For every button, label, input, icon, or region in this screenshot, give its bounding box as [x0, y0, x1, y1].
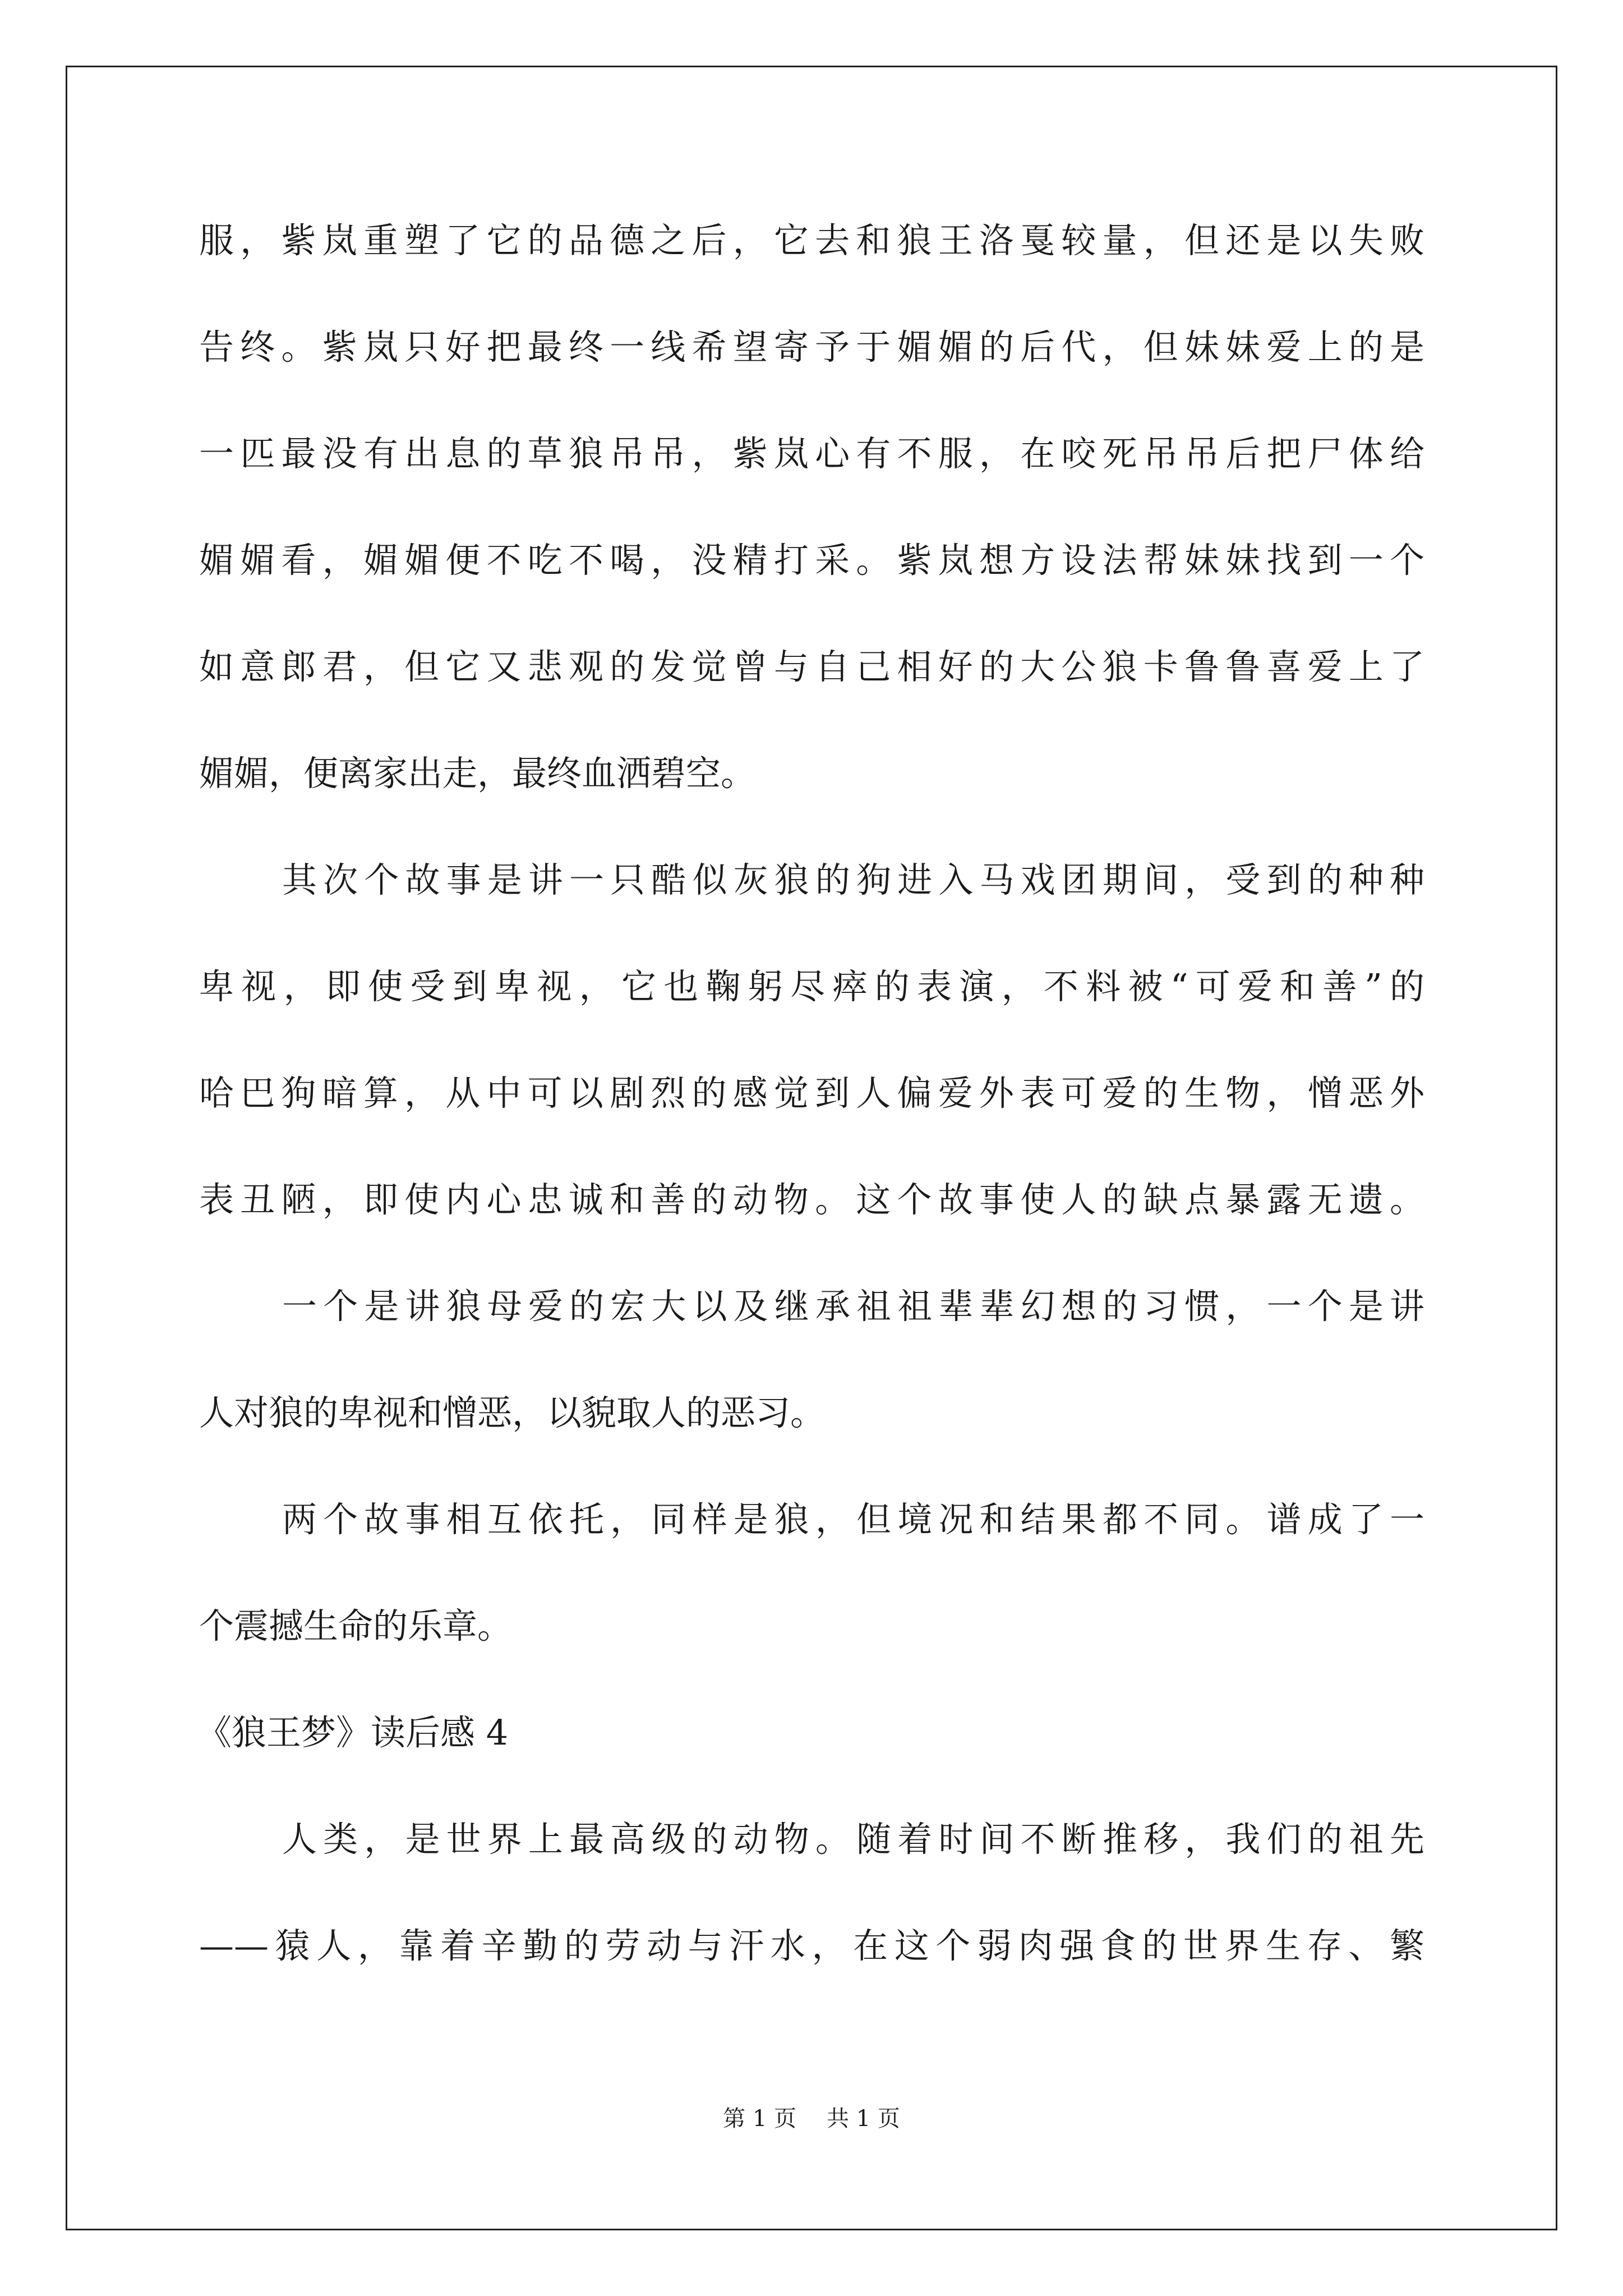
- text-line: 哈巴狗暗算，从中可以剧烈的感觉到人偏爱外表可爱的生物，憎恶外: [199, 1073, 1424, 1114]
- page-number: 第 1 页: [723, 2106, 796, 2132]
- text-line: 卑视，即使受到卑视，它也鞠躬尽瘁的表演，不料被“可爱和善”的: [199, 966, 1424, 1007]
- text-line: 人对狼的卑视和憎恶，以貌取人的恶习。: [199, 1392, 826, 1433]
- text-line: 服，紫岚重塑了它的品德之后，它去和狼王洛戛较量，但还是以失败: [199, 220, 1424, 261]
- paragraph-start: 人类，是世界上最高级的动物。随着时间不断推移，我们的祖先: [282, 1819, 1424, 1860]
- text-line: 媚媚，便离家出走，最终血洒碧空。: [199, 753, 756, 794]
- paragraph-start: 一个是讲狼母爱的宏大以及继承祖祖辈辈幻想的习惯，一个是讲: [282, 1286, 1424, 1327]
- text-line: 一匹最没有出息的草狼吊吊，紫岚心有不服，在咬死吊吊后把尸体给: [199, 433, 1424, 474]
- text-line: 告终。紫岚只好把最终一线希望寄予于媚媚的后代，但妹妹爱上的是: [199, 326, 1424, 367]
- page-footer: [0, 2105, 1623, 2132]
- section-heading: 《狼王梦》读后感 4: [197, 1712, 509, 1753]
- paragraph-start: 两个故事相互依托，同样是狼，但境况和结果都不同。谱成了一: [282, 1499, 1424, 1540]
- page-total: 共 1 页: [827, 2106, 900, 2132]
- text-line: 如意郎君，但它又悲观的发觉曾与自己相好的大公狼卡鲁鲁喜爱上了: [199, 646, 1424, 687]
- paragraph-start: 其次个故事是讲一只酷似灰狼的狗进入马戏团期间，受到的种种: [282, 859, 1424, 900]
- text-line: 表丑陋，即使内心忠诚和善的动物。这个故事使人的缺点暴露无遗。: [199, 1179, 1424, 1220]
- text-line: 媚媚看，媚媚便不吃不喝，没精打采。紫岚想方设法帮妹妹找到一个: [199, 540, 1424, 581]
- document-body: [199, 222, 1424, 2033]
- text-line: 个震撼生命的乐章。: [199, 1605, 513, 1646]
- text-line: ——猿人，靠着辛勤的劳动与汗水，在这个弱肉强食的世界生存、繁: [199, 1925, 1424, 1966]
